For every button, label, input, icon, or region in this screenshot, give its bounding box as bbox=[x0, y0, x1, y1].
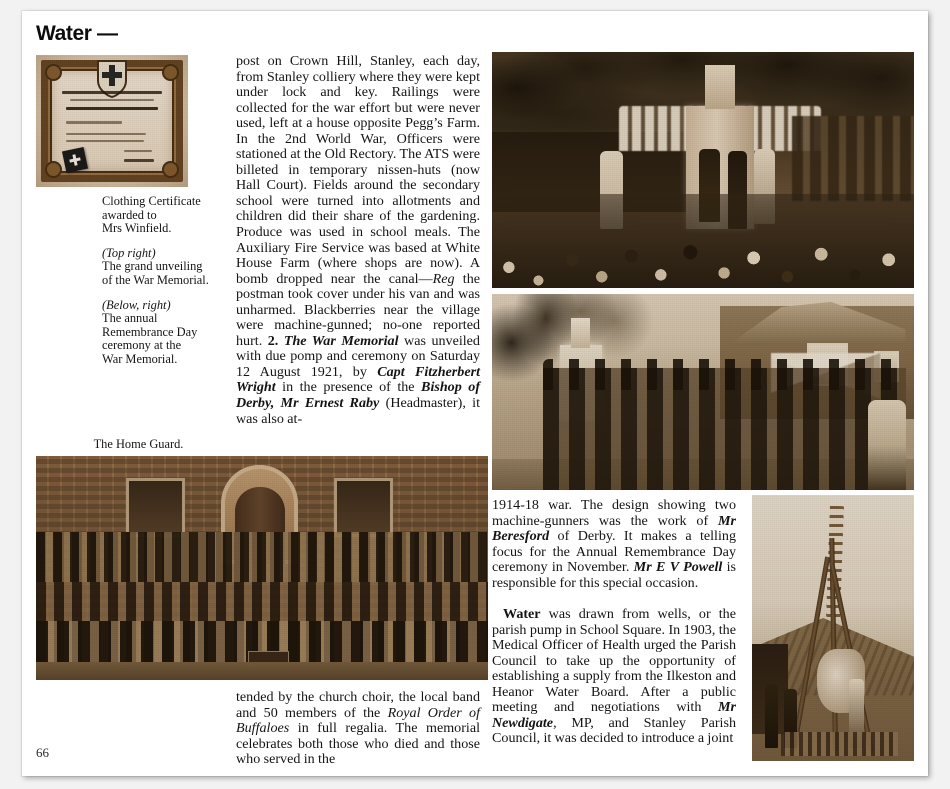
photo-remembrance-ceremony bbox=[492, 294, 914, 490]
body-text-middle-top: post on Crown Hill, Stanley, each day, from Stanley colliery where they were kept under lock and key. Railings were collected for the war effort but were never used, left at a house opposite Pegg’s Farm. In the 2nd World War, Officers were stationed at the Old Rectory. The ATS were billeted in temporary nissen-huts (now Hall Court). Fields around the secondary school were turned into allotments and children did their share of the gardening. Produce was used in school meals. The Auxiliary Fire Service was based at White House Farm (where shops are now). A bomb dropped near the canal—Reg the postman took cover under his van and was unharmed. Blackberries near the village were machine-gunned; no-one reported hurt. 2. The War Memorial was unveiled with due pomp and ceremony on Saturday 12 August 1921, by Capt Fitzherbert Wright in the presence of the Bishop of Derby, Mr Ernest Raby (Headmaster), it was also at- bbox=[236, 53, 481, 427]
page-title: Water — bbox=[36, 22, 118, 45]
body-text-middle-bottom: tended by the church choir, the local band and 50 members of the Royal Order of Buffaloes in full regalia. The memorial celebrates both those who died and those who served in the bbox=[236, 689, 480, 768]
body-text-right-first: 1914-18 war. The design showing two machine-gunners was the work of Mr Beresford of Derby. It makes a telling focus for the Annual Remembrance Day ceremony in November. Mr E V Powell is responsible for this special occasion. bbox=[492, 497, 736, 591]
book-page bbox=[22, 11, 928, 776]
body-text-right-second: Water was drawn from wells, or the parish pump in School Square. In 1903, the Medical Officer of Health urged the Parish Council to take up the opportunity of establishing a supply from the Ilkeston and Heanor Water Board. After a public meeting and negotiations with Mr Newdigate, MP, and Stanley Parish Council, it was decided to introduce a joint bbox=[492, 606, 736, 747]
photo-well-derrick bbox=[752, 495, 914, 761]
photo-home-guard bbox=[36, 456, 488, 680]
seal-emblem bbox=[62, 147, 88, 173]
caption-unveiling-lead: (Top right) bbox=[102, 245, 156, 260]
caption-home-guard: The Home Guard. bbox=[93, 437, 184, 451]
caption-remembrance: (Below, right) The annual Remembrance Day ceremony at the War Memorial. bbox=[102, 299, 252, 367]
photo-clothing-certificate bbox=[36, 55, 188, 187]
photo-memorial-unveiling bbox=[492, 52, 914, 288]
caption-remembrance-lead: (Below, right) bbox=[102, 297, 171, 312]
caption-certificate: Clothing Certificate awarded to Mrs Winfield. bbox=[102, 194, 201, 236]
caption-certificate-text: Clothing Certificate bbox=[102, 194, 201, 208]
caption-unveiling: (Top right) The grand unveiling of the War Memorial. bbox=[102, 247, 252, 288]
left-caption-block bbox=[102, 195, 252, 367]
page-number: 66 bbox=[36, 745, 49, 760]
